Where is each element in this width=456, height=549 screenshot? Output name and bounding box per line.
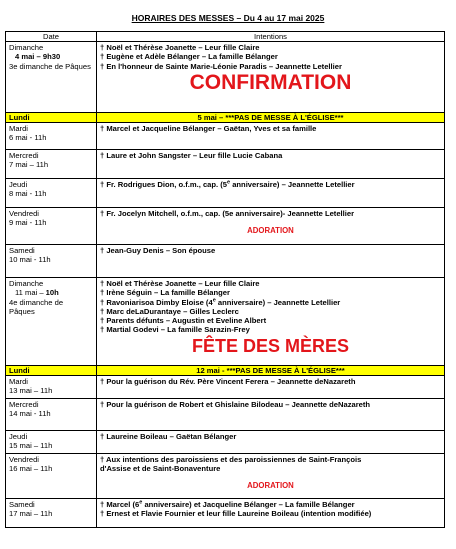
intention-item: † Ernest et Flavie Fournier et leur fille Laureine Boileau (intention modifiée) xyxy=(100,509,372,519)
schedule-row xyxy=(6,123,445,150)
intentions-header: Intentions xyxy=(97,32,445,42)
intention-item: † Eugène et Adèle Bélanger – La famille Bélanger xyxy=(100,52,278,62)
date-cell: Dimanche 4 mai – 9h30 3e dimanche de Pâques xyxy=(6,42,97,113)
intention-item: † Fr. Rodrigues Dion, o.f.m., cap. (5e anniversaire) – Jeannette Letellier xyxy=(100,179,355,189)
date-cell: Samedi 10 mai - 11h xyxy=(6,245,97,278)
intention-item: † Irène Séguin – La famille Bélanger xyxy=(100,288,230,298)
intention-item: † Aux intentions des paroissiens et des paroissiennes de Saint-François xyxy=(100,455,362,464)
date-cell: Mercredi 7 mai – 11h xyxy=(6,150,97,179)
intentions-cell xyxy=(97,208,445,245)
date-cell: Mardi 13 mai – 11h xyxy=(6,376,97,399)
schedule-row xyxy=(6,42,445,113)
intention-item: † Parents défunts – Augustin et Eveline Albert xyxy=(100,316,267,326)
schedule-row xyxy=(6,245,445,278)
intention-item: † Noël et Thérèse Joanette – Leur fille Claire xyxy=(100,43,260,52)
intentions-cell xyxy=(97,150,445,179)
intention-item: d'Assise et de Saint-Bonaventure xyxy=(100,464,221,474)
intention-item: † Jean-Guy Denis – Son épouse xyxy=(100,246,216,255)
page-title: HORAIRES DES MESSES – Du 4 au 17 mai 2025 xyxy=(131,13,325,23)
date-cell: Dimanche 11 mai – 10h 4e dimanche de Pâques xyxy=(6,278,97,366)
header-row xyxy=(6,32,445,42)
schedule-row xyxy=(6,179,445,208)
date-cell: Samedi 17 mai – 11h xyxy=(6,499,97,528)
date-cell: Lundi xyxy=(6,113,97,123)
intentions-cell xyxy=(97,376,445,399)
intention-item: † Laureine Boileau – Gaëtan Bélanger xyxy=(100,432,237,441)
intention-item: † Marcel et Jacqueline Bélanger – Gaëtan, Yves et sa famille xyxy=(100,124,317,133)
adoration-label: ADORATION xyxy=(247,480,294,490)
intentions-cell xyxy=(97,454,445,499)
intentions-cell xyxy=(97,42,445,113)
date-cell: Jeudi 15 mai – 11h xyxy=(6,431,97,454)
intentions-cell xyxy=(97,179,445,208)
date-cell: Vendredi 9 mai - 11h xyxy=(6,208,97,245)
intentions-cell xyxy=(97,499,445,528)
mass-schedule-table xyxy=(5,31,445,528)
schedule-row xyxy=(6,431,445,454)
date-cell: Lundi xyxy=(6,366,97,376)
intentions-cell xyxy=(97,399,445,431)
schedule-row xyxy=(6,376,445,399)
intention-item: † Pour la guérison du Rév. Père Vincent Ferera – Jeannette deNazareth xyxy=(100,377,356,386)
intention-item: † Laure et John Sangster – Leur fille Lucie Cabana xyxy=(100,151,283,160)
no-mass-notice: 12 mai - ***PAS DE MESSE À L'ÉGLISE*** xyxy=(97,366,445,376)
date-cell: Mardi 6 mai - 11h xyxy=(6,123,97,150)
date-cell: Mercredi 14 mai - 11h xyxy=(6,399,97,431)
schedule-row xyxy=(6,150,445,179)
intentions-cell xyxy=(97,278,445,366)
schedule-row xyxy=(6,399,445,431)
adoration-label: ADORATION xyxy=(247,226,294,236)
intentions-cell xyxy=(97,123,445,150)
intention-item: † Fr. Jocelyn Mitchell, o.f.m., cap. (5e anniversaire)- Jeannette Letellier xyxy=(100,209,355,218)
schedule-row xyxy=(6,454,445,499)
mothers-day-banner: FÊTE DES MÈRES xyxy=(191,335,350,356)
schedule-row xyxy=(6,208,445,245)
date-cell: Jeudi 8 mai - 11h xyxy=(6,179,97,208)
intention-item: † Pour la guérison de Robert et Ghislaine Bilodeau – Jeannette deNazareth xyxy=(100,400,371,409)
intention-item: † Martial Godevi – La famille Sarazin-Frey xyxy=(100,325,250,335)
date-header: Date xyxy=(6,32,97,42)
intention-item: † Noël et Thérèse Joanette – Leur fille Claire xyxy=(100,279,260,288)
intentions-cell xyxy=(97,245,445,278)
date-cell: Vendredi 16 mai – 11h xyxy=(6,454,97,499)
intention-item: † Marcel (6e anniversaire) et Jacqueline Bélanger – La famille Bélanger xyxy=(100,499,355,509)
intention-item: † Ravoniarisoa Dimby Eloise (4e anniversaire) – Jeannette Letellier xyxy=(100,297,341,307)
intention-item: † En l'honneur de Sainte Marie-Léonie Paradis – Jeannette Letellier xyxy=(100,61,342,71)
confirmation-banner: CONFIRMATION xyxy=(189,70,352,94)
no-mass-row xyxy=(6,113,445,123)
no-mass-notice: 5 mai – ***PAS DE MESSE À L'ÉGLISE*** xyxy=(97,113,445,123)
schedule-row xyxy=(6,499,445,528)
date-time: 11 mai – 10h xyxy=(15,288,59,298)
schedule-row xyxy=(6,278,445,366)
intentions-cell xyxy=(97,431,445,454)
no-mass-row xyxy=(6,366,445,376)
intention-item: † Marc deLaDurantaye – Gilles Leclerc xyxy=(100,306,239,316)
